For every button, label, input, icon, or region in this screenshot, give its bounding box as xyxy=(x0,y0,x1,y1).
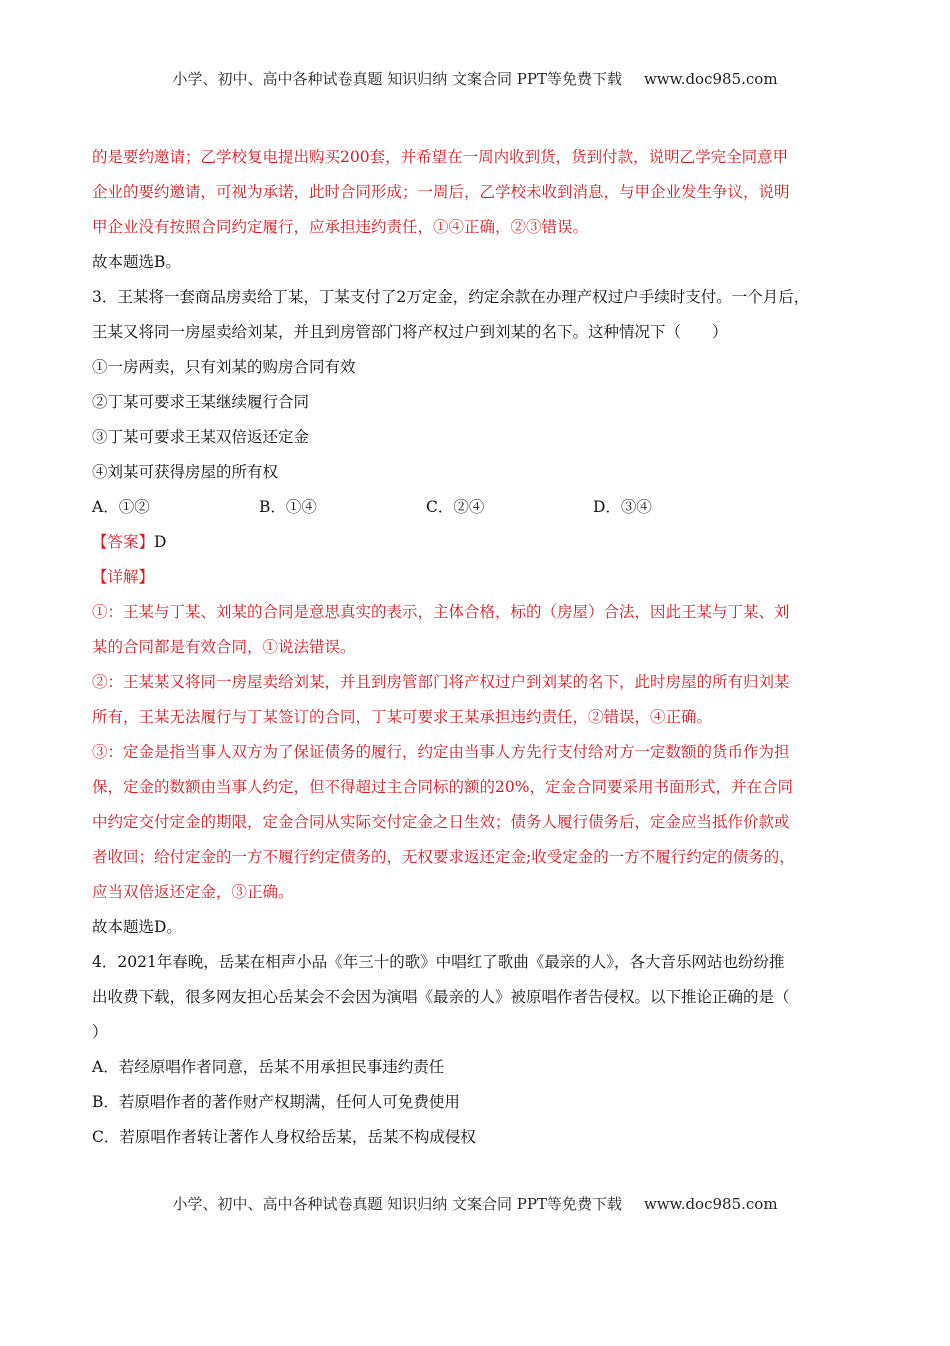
q3-detail-label: 【详解】 xyxy=(92,568,155,586)
footer-url[interactable]: www.doc985.com xyxy=(643,1195,778,1213)
footer-text: 小学、初中、高中各种试卷真题 知识归纳 文案合同 PPT等免费下载 xyxy=(172,1195,622,1213)
q3-options xyxy=(92,490,860,525)
q3-stem-line-1: 3．王某将一套商品房卖给丁某，丁某支付了2万定金，约定余款在办理产权过户手续时支付。一个月后， xyxy=(92,288,810,306)
prev-conclusion: 故本题选B。 xyxy=(92,253,181,271)
q3-option-b: B．①④ xyxy=(259,498,317,516)
q4-option-b: B．若原唱作者的著作财产权期满，任何人可免费使用 xyxy=(92,1093,460,1111)
q3-item-2: ②丁某可要求王某继续履行合同 xyxy=(92,393,310,411)
answer-label: 【答案】 xyxy=(92,533,155,551)
page-content xyxy=(92,140,860,1155)
q3-detail-line-1: ①：王某与丁某、刘某的合同是意思真实的表示，主体合格，标的（房屋）合法，因此王某与丁某、刘 xyxy=(92,603,790,621)
q3-item-3: ③丁某可要求王某双倍返还定金 xyxy=(92,428,310,446)
q3-detail-line-9: 应当双倍返还定金，③正确。 xyxy=(92,883,294,901)
q3-detail-line-8: 者收回；给付定金的一方不履行约定债务的，无权要求返还定金;收受定金的一方不履行约定的债务的， xyxy=(92,848,795,866)
prev-explanation-line-2: 企业的要约邀请，可视为承诺，此时合同形成；一周后，乙学校未收到消息，与甲企业发生争议，说明 xyxy=(92,183,790,201)
q3-stem-line-2: 王某又将同一房屋卖给刘某，并且到房管部门将产权过户到刘某的名下。这种情况下（ ） xyxy=(92,323,728,341)
page-header xyxy=(0,68,950,89)
q3-option-d: D．③④ xyxy=(593,498,652,516)
q4-option-c: C．若原唱作者转让著作人身权给岳某，岳某不构成侵权 xyxy=(92,1128,476,1146)
prev-explanation-line-3: 甲企业没有按照合同约定履行，应承担违约责任，①④正确，②③错误。 xyxy=(92,218,589,236)
q3-option-a: A．①② xyxy=(92,498,150,516)
q4-stem-line-1: 4．2021年春晚，岳某在相声小品《年三十的歌》中唱红了歌曲《最亲的人》，各大音乐网站也纷纷推 xyxy=(92,953,785,971)
page-footer xyxy=(0,1193,950,1214)
q3-item-4: ④刘某可获得房屋的所有权 xyxy=(92,463,279,481)
q4-stem-line-3: ） xyxy=(92,1023,108,1041)
q3-item-1: ①一房两卖，只有刘某的购房合同有效 xyxy=(92,358,356,376)
q3-detail-line-7: 中约定交付定金的期限，定金合同从实际交付定金之日生效；债务人履行债务后，定金应当抵作价款或 xyxy=(92,813,790,831)
q3-detail-line-5: ③：定金是指当事人双方为了保证债务的履行，约定由当事人方先行支付给对方一定数额的货币作为担 xyxy=(92,743,790,761)
answer-value: D xyxy=(154,533,167,551)
q3-conclusion: 故本题选D。 xyxy=(92,918,182,936)
q4-stem-line-2: 出收费下载，很多网友担心岳某会不会因为演唱《最亲的人》被原唱作者告侵权。以下推论正确的是（ xyxy=(92,988,790,1006)
q3-detail-line-3: ②：王某某又将同一房屋卖给刘某，并且到房管部门将产权过户到刘某的名下，此时房屋的所有归刘某 xyxy=(92,673,790,691)
q3-answer xyxy=(92,525,860,560)
prev-explanation-line-1: 的是要约邀请；乙学校复电提出购买200套，并希望在一周内收到货，货到付款，说明乙学完全同意甲 xyxy=(92,148,789,166)
header-text: 小学、初中、高中各种试卷真题 知识归纳 文案合同 PPT等免费下载 xyxy=(172,70,622,88)
q3-option-c: C．②④ xyxy=(426,498,485,516)
q3-detail-line-4: 所有，王某无法履行与丁某签订的合同，丁某可要求王某承担违约责任，②错误，④正确。 xyxy=(92,708,713,726)
header-url[interactable]: www.doc985.com xyxy=(643,70,778,88)
q4-option-a: A．若经原唱作者同意，岳某不用承担民事违约责任 xyxy=(92,1058,445,1076)
q3-detail-line-2: 某的合同都是有效合同，①说法错误。 xyxy=(92,638,356,656)
q3-detail-line-6: 保，定金的数额由当事人约定，但不得超过主合同标的额的20%，定金合同要采用书面形式，并在合同 xyxy=(92,778,793,796)
